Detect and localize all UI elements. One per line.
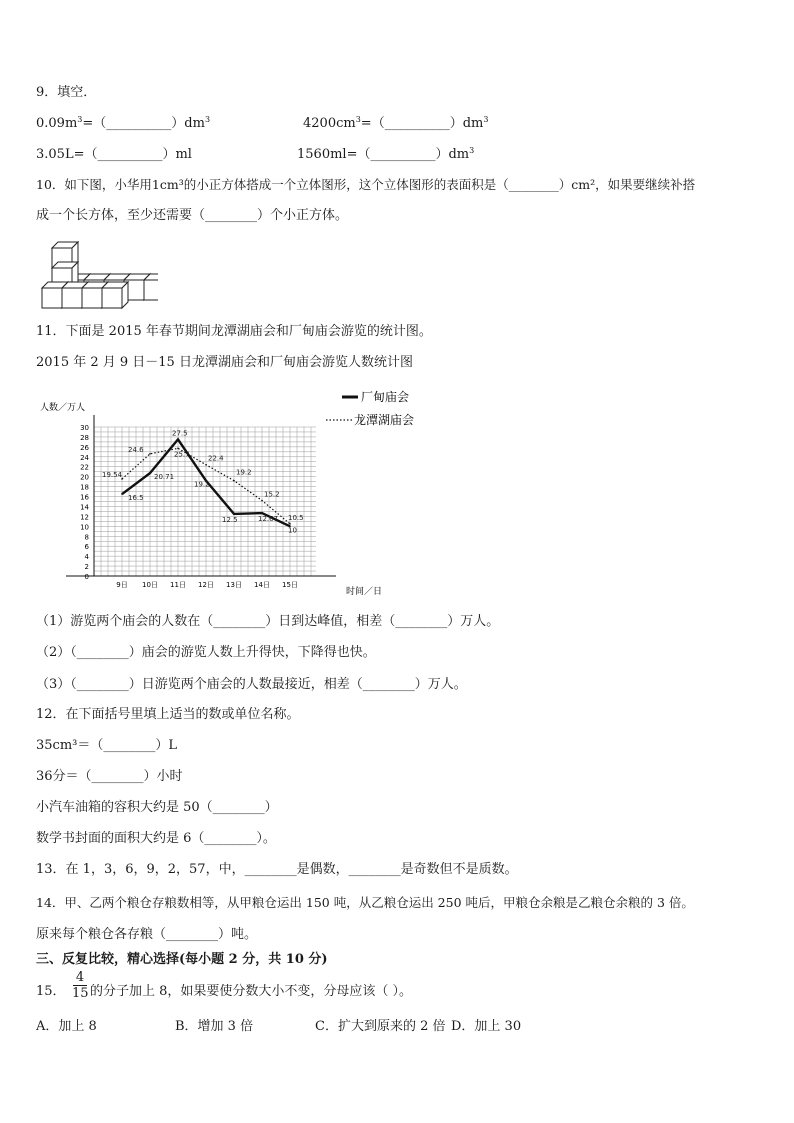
data-label: 25.7 xyxy=(174,450,190,459)
x-tick-label: 11日 xyxy=(170,581,186,589)
q11-intro: 11．下面是 2015 年春节期间龙潭湖庙会和厂甸庙会游览的统计图。 xyxy=(36,324,432,339)
y-tick-label: 12 xyxy=(80,513,89,522)
q13-text: 13．在 1，3，6，9，2，57，中，________是偶数，________是奇数但不是质数。 xyxy=(36,862,518,877)
data-label: 19.2 xyxy=(194,480,210,489)
cube-back-4 xyxy=(144,274,158,300)
series-point xyxy=(261,500,263,502)
q9-b-prefix: $4200cm^3=$（ xyxy=(303,115,385,131)
line-chart xyxy=(36,384,436,606)
data-label: 10.5 xyxy=(288,513,304,522)
q15-text: 的分子加上 8，如果要使分数大小不变，分母应该（ ）。 xyxy=(90,984,413,999)
series-point xyxy=(177,448,179,450)
chart-grid xyxy=(66,415,336,576)
data-label: 19.2 xyxy=(236,468,252,477)
series-point xyxy=(205,464,207,466)
series-point xyxy=(149,453,151,455)
x-tick-label: 14日 xyxy=(254,581,270,589)
q9-row2-right xyxy=(297,146,474,164)
q15-option-d[interactable]: D．加上 30 xyxy=(451,1019,522,1034)
q11-sub3: （3）（________）日游览两个庙会的人数最接近，相差（________）万人。 xyxy=(36,677,467,692)
y-tick-label: 18 xyxy=(80,483,89,492)
q15-option-a[interactable]: A．加上 8 xyxy=(36,1019,97,1034)
q9-b-suffix: ）$dm^3$ xyxy=(449,115,489,131)
x-tick-label: 9日 xyxy=(116,581,128,589)
x-tick-label: 15日 xyxy=(282,581,298,589)
data-label: 20.71 xyxy=(154,473,175,482)
series-point xyxy=(121,493,123,495)
y-tick-label: 0 xyxy=(84,573,89,581)
q15-numerator: 4 xyxy=(75,970,85,985)
series-point xyxy=(233,480,235,482)
cube-figure xyxy=(38,238,158,310)
x-tick-label: 12日 xyxy=(198,581,214,589)
q9-row1-right xyxy=(303,115,488,133)
q9-b-blank[interactable]: __________ xyxy=(384,116,450,131)
q12-a: 35cm³＝（________）L xyxy=(36,738,177,753)
y-tick-label: 16 xyxy=(80,493,89,502)
q11-sub1: （1）游览两个庙会的人数在（________）日到达峰值，相差（________）万人。 xyxy=(36,614,500,629)
q11-sub2: （2）（________）庙会的游览人数上升得快，下降得也快。 xyxy=(36,645,376,660)
y-tick-label: 30 xyxy=(80,424,89,432)
chart-y-ticks xyxy=(80,424,89,581)
legend-label-2: 龙潭湖庙会 xyxy=(354,413,415,427)
x-tick-label: 13日 xyxy=(226,581,242,589)
y-tick-label: 22 xyxy=(80,463,89,472)
q14-line2: 原来每个粮仓各存粮（________）吨。 xyxy=(36,927,258,942)
q14-line1: 14．甲、乙两个粮仓存粮数相等，从甲粮仓运出 150 吨，从乙粮仓运出 250 吨后，甲粮仓余粮是乙粮仓余粮的 3 倍。 xyxy=(36,895,694,910)
q9-a-suffix: ）$dm^3$ xyxy=(171,115,211,131)
q9-row1-left xyxy=(36,115,210,133)
chart-title: 2015 年 2 月 9 日－15 日龙潭湖庙会和厂甸庙会游览人数统计图 xyxy=(36,355,413,370)
section3-title: 三、反复比较，精心选择(每小题 2 分，共 10 分) xyxy=(36,952,328,967)
data-label: 27.5 xyxy=(172,429,188,438)
chart-legend xyxy=(326,389,414,427)
y-tick-label: 26 xyxy=(80,443,89,452)
y-tick-label: 6 xyxy=(84,543,89,552)
q10-line2: 成一个长方体，至少还需要（________）个小正方体。 xyxy=(36,208,349,223)
q9-c-suffix: ）ml xyxy=(162,147,192,162)
data-label: 15.2 xyxy=(264,490,280,499)
q15-option-c[interactable]: C．扩大到原来的 2 倍 xyxy=(315,1019,446,1034)
y-tick-label: 20 xyxy=(80,473,89,482)
y-tick-label: 2 xyxy=(84,563,89,572)
q15-fraction xyxy=(72,970,88,1001)
q12-c: 小汽车油箱的容积大约是 50（________） xyxy=(36,800,278,815)
q9-a-prefix: $0.09m^3=$（ xyxy=(36,115,107,131)
cube-front-3 xyxy=(102,282,128,308)
data-label: 12.5 xyxy=(222,515,238,524)
q9-c-blank[interactable]: __________ xyxy=(97,147,163,162)
x-tick-label: 10日 xyxy=(142,581,158,589)
y-tick-label: 28 xyxy=(80,433,89,442)
chart-x-ticks xyxy=(116,581,298,589)
q9-d-blank[interactable]: __________ xyxy=(370,147,436,162)
q15-denominator: 15 xyxy=(72,986,89,1001)
chart-xlabel: 时间／日 xyxy=(346,587,383,597)
y-tick-label: 8 xyxy=(84,533,89,542)
series-point xyxy=(233,513,235,515)
data-label: 12.67 xyxy=(258,515,279,524)
data-label: 10 xyxy=(288,526,297,535)
q9-d-prefix: 1560ml=（ xyxy=(297,147,371,162)
data-label: 24.6 xyxy=(128,445,144,454)
q10-line1: 10．如下图，小华用1cm³的小正方体搭成一个立体图形，这个立体图形的表面积是（________）cm²，如果要继续补搭 xyxy=(36,177,696,192)
q9-a-blank[interactable]: __________ xyxy=(106,116,172,131)
chart-ylabel: 人数／万人 xyxy=(40,403,86,413)
y-tick-label: 4 xyxy=(84,553,89,562)
q9-row2-left xyxy=(36,146,192,164)
legend-label-1: 厂甸庙会 xyxy=(361,390,410,404)
q15-option-b[interactable]: B．增加 3 倍 xyxy=(175,1019,254,1034)
data-label: 16.5 xyxy=(128,494,144,503)
q9-title: 9．填空． xyxy=(36,85,97,100)
q12-title: 12．在下面括号里填上适当的数或单位名称。 xyxy=(36,707,300,722)
data-label: 19.54 xyxy=(102,470,123,479)
q9-c-prefix: 3.05L=（ xyxy=(36,147,98,162)
y-tick-label: 14 xyxy=(80,503,89,512)
y-tick-label: 10 xyxy=(80,523,89,532)
series-point xyxy=(261,512,263,514)
series-point xyxy=(177,439,179,441)
q12-d: 数学书封面的面积大约是 6（________）。 xyxy=(36,831,276,846)
q12-b: 36分＝（________）小时 xyxy=(36,769,183,784)
series-point xyxy=(149,472,151,474)
q15-number: 15． xyxy=(36,984,66,999)
q9-d-suffix: ）$dm^3$ xyxy=(435,146,475,162)
y-tick-label: 24 xyxy=(80,453,89,462)
series-point xyxy=(289,523,291,525)
data-label: 22.4 xyxy=(208,454,224,463)
